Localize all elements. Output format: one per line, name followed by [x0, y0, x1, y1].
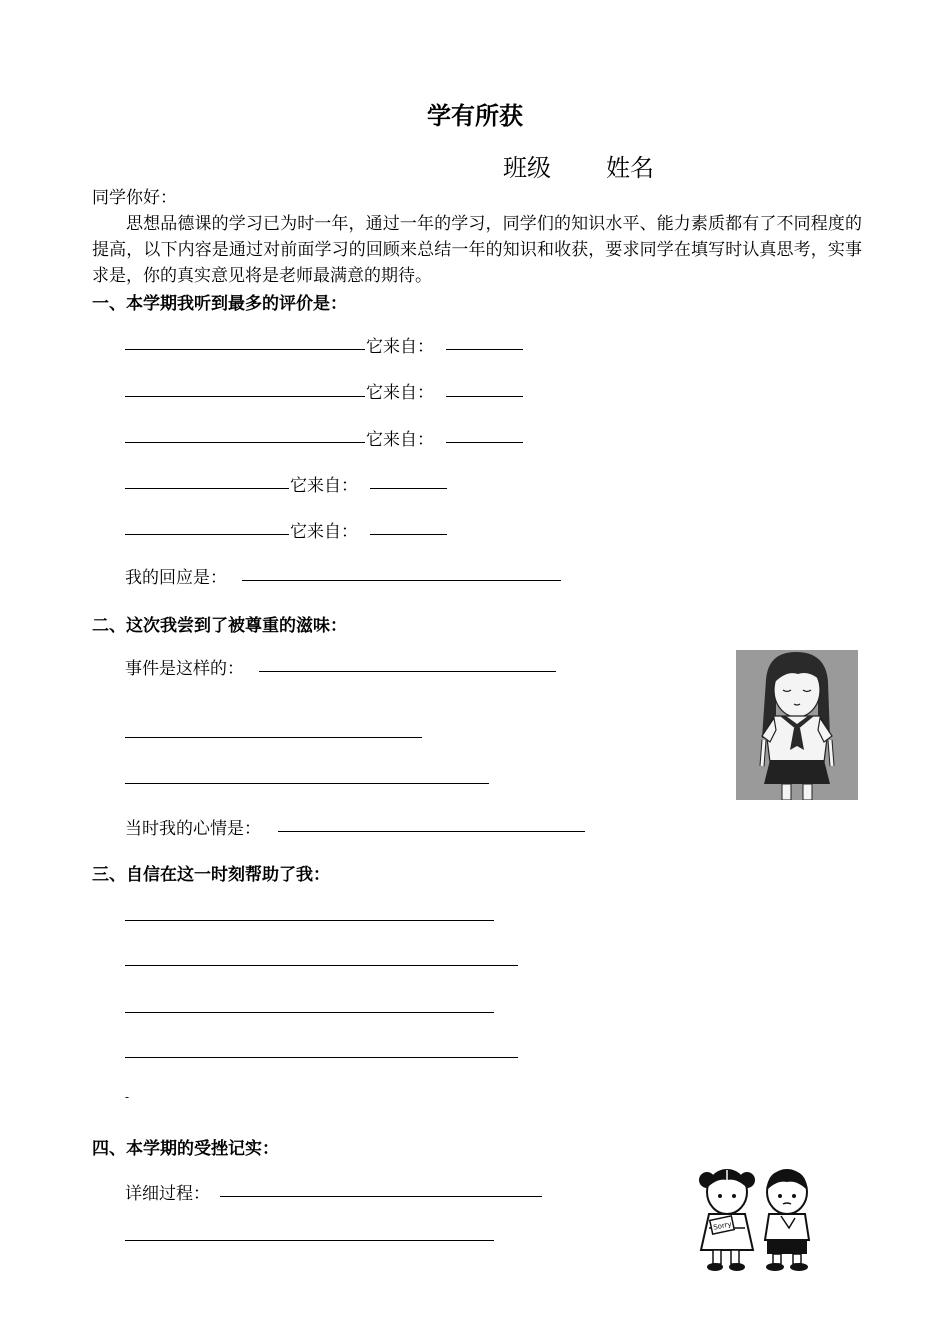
source-line-3[interactable]: [446, 442, 523, 443]
from-label-1: 它来自：: [366, 337, 434, 357]
detail-line-1[interactable]: [220, 1196, 542, 1197]
from-label-5: 它来自：: [290, 522, 358, 542]
mood-line[interactable]: [278, 831, 585, 832]
sorry-sign-text: Sorry: [712, 1220, 733, 1232]
confidence-line-1[interactable]: [125, 920, 494, 921]
evaluation-line-3[interactable]: [125, 442, 365, 443]
greeting: 同学你好：: [92, 188, 177, 208]
response-label: 我的回应是：: [125, 568, 227, 588]
mood-label: 当时我的心情是：: [125, 819, 261, 839]
source-line-1[interactable]: [446, 349, 523, 350]
evaluation-line-1[interactable]: [125, 349, 365, 350]
event-line-1[interactable]: [259, 671, 556, 672]
source-line-4[interactable]: [370, 488, 447, 489]
section-4-heading: 四、本学期的受挫记实：: [92, 1139, 279, 1159]
event-line-3[interactable]: [125, 783, 489, 784]
response-line[interactable]: [242, 580, 561, 581]
source-line-5[interactable]: [370, 534, 447, 535]
section-3-heading: 三、自信在这一时刻帮助了我：: [92, 865, 330, 885]
children-illustration: [697, 1166, 817, 1274]
from-label-3: 它来自：: [366, 430, 434, 450]
confidence-line-2[interactable]: [125, 965, 518, 966]
event-label: 事件是这样的：: [125, 659, 244, 679]
section-1-heading: 一、本学期我听到最多的评价是：: [92, 294, 347, 314]
evaluation-line-2[interactable]: [125, 396, 365, 397]
stray-mark: -: [125, 1090, 130, 1104]
evaluation-line-5[interactable]: [125, 534, 289, 535]
class-label: 班级: [503, 154, 551, 182]
source-line-2[interactable]: [446, 396, 523, 397]
name-label: 姓名: [606, 154, 654, 182]
girl-illustration: [736, 650, 858, 800]
confidence-line-4[interactable]: [125, 1057, 518, 1058]
from-label-2: 它来自：: [366, 383, 434, 403]
evaluation-line-4[interactable]: [125, 488, 289, 489]
page-title: 学有所获: [427, 102, 523, 130]
intro-paragraph: 思想品德课的学习已为时一年，通过一年的学习，同学们的知识水平、能力素质都有了不同程度的提高，以下内容是通过对前面学习的回顾来总结一年的知识和收获，要求同学在填写时认真思考，实事求是，你的真实意见将是老师最满意的期待。: [92, 214, 862, 286]
detail-line-2[interactable]: [125, 1240, 494, 1241]
detail-label: 详细过程：: [125, 1184, 210, 1204]
confidence-line-3[interactable]: [125, 1012, 494, 1013]
event-line-2[interactable]: [125, 737, 422, 738]
section-2-heading: 二、这次我尝到了被尊重的滋味：: [92, 616, 347, 636]
from-label-4: 它来自：: [290, 476, 358, 496]
